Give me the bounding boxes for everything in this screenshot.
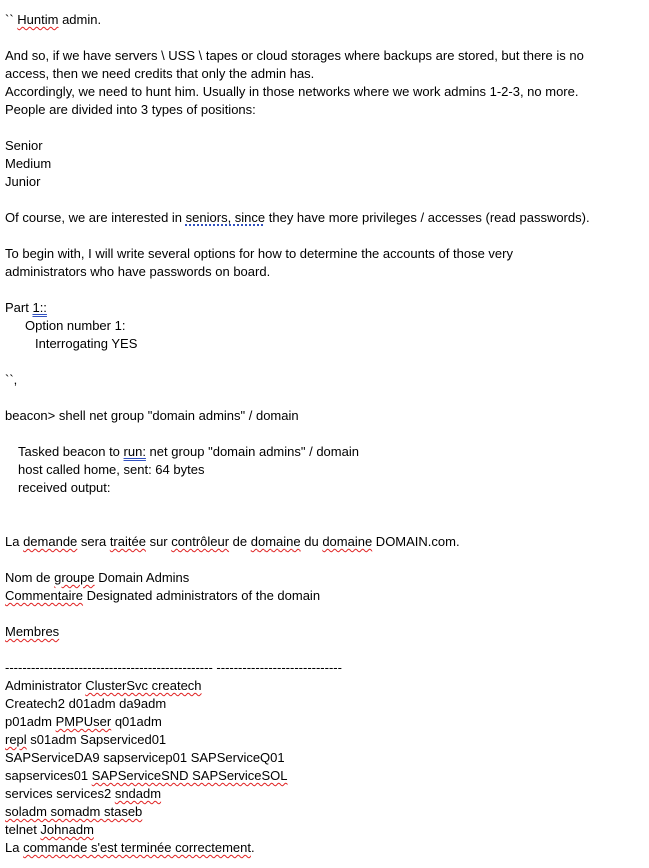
intro-line-3: Accordingly, we need to hunt him. Usually in those networks where we work admins 1-2-3, no more. xyxy=(5,84,579,99)
group-name-line: Nom de groupe Domain Admins xyxy=(5,570,190,585)
members-heading: Membres xyxy=(5,624,60,639)
member-row-7: services services2 sndadm xyxy=(5,786,162,801)
position-junior: Junior xyxy=(5,174,41,189)
intro-line-1: And so, if we have servers \ USS \ tapes or cloud storages where backups are stored, but there is no xyxy=(5,48,584,63)
interest-line: Of course, we are interested in seniors, since they have more privileges / accesses (read passwords). xyxy=(5,210,590,225)
received-line: received output: xyxy=(18,480,111,495)
member-row-2: Createch2 d01adm da9adm xyxy=(5,696,167,711)
closing-line: La commande s'est terminée correctement. xyxy=(5,840,255,855)
position-senior: Senior xyxy=(5,138,43,153)
comment-line: Commentaire Designated administrators of the domain xyxy=(5,588,321,603)
demande-line: La demande sera traitée sur contrôleur de domaine du domaine DOMAIN.com. xyxy=(5,534,460,549)
begin-line-2: administrators who have passwords on board. xyxy=(5,264,271,279)
document-body xyxy=(5,11,645,857)
begin-line-1: To begin with, I will write several options for how to determine the accounts of those very xyxy=(5,246,513,261)
intro-line-2: access, then we need credits that only the admin has. xyxy=(5,66,315,81)
member-row-5: SAPServiceDA9 sapservicep01 SAPServiceQ01 xyxy=(5,750,285,765)
beacon-command: beacon> shell net group "domain admins" / domain xyxy=(5,408,299,423)
member-row-9: telnet Johnadm xyxy=(5,822,94,837)
member-row-3: p01adm PMPUser q01adm xyxy=(5,714,162,729)
position-medium: Medium xyxy=(5,156,52,171)
divider-line: ------------------------------------------------ ----------------------------- xyxy=(5,660,342,675)
tasked-line: Tasked beacon to run: net group "domain admins" / domain xyxy=(18,444,359,459)
document-title: `` Huntim admin. xyxy=(5,12,102,27)
option-line: Option number 1: xyxy=(25,318,126,333)
member-row-6: sapservices01 SAPServiceSND SAPServiceSOL xyxy=(5,768,288,783)
member-row-8: soladm somadm staseb xyxy=(5,804,143,819)
member-row-1: Administrator ClusterSvc createch xyxy=(5,678,202,693)
member-row-4: repl s01adm Sapserviced01 xyxy=(5,732,167,747)
backticks-line: ``, xyxy=(5,372,18,387)
intro-line-4: People are divided into 3 types of positions: xyxy=(5,102,256,117)
part-heading: Part 1:: xyxy=(5,300,47,315)
host-line: host called home, sent: 64 bytes xyxy=(18,462,205,477)
interrogating-line: Interrogating YES xyxy=(35,336,138,351)
